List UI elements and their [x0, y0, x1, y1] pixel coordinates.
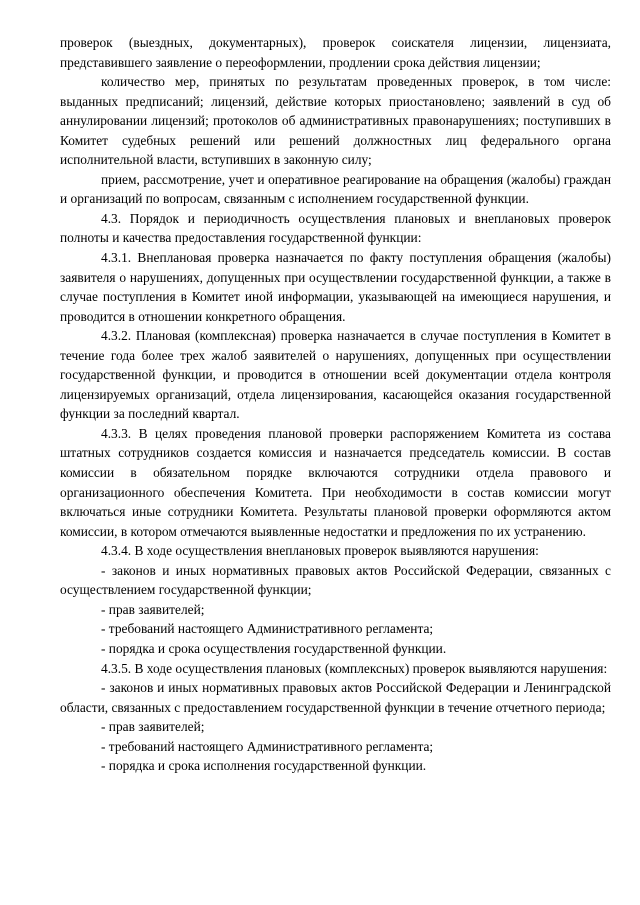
- document-page: [60, 33, 611, 776]
- section-4-3-1-paragraph: 4.3.1. Внеплановая проверка назначается по факту поступления обращения (жалобы) заявителя о нарушениях, допущенных при осуществлении государственной функции, а также в случае поступления в Комитет иной информации, указывающей на имеющиеся нарушения, и проводится в отношении конкретного обращения.: [60, 250, 611, 324]
- section-4-3-heading: 4.3. Порядок и периодичность осуществления плановых и внеплановых проверок полноты и качества предоставления государственной функции:: [60, 210, 611, 246]
- list-item: - порядка и срока исполнения государственной функции.: [101, 758, 427, 774]
- continuation-paragraph: проверок (выездных, документарных), проверок соискателя лицензии, лицензиата, представившего заявление о переоформлении, продлении срока действия лицензии;: [60, 35, 611, 70]
- measures-count-paragraph: количество мер, принятых по результатам проведенных проверок, в том числе: выданных предписаний; лицензий, действие которых приостановлено; заявлений в суд об аннулировании лицензий; протоколов об административных правонарушениях; поступивших в Комитет судебных решений или решений должностных лиц федерального органа исполнительной власти, вступивших в законную силу;: [60, 74, 611, 168]
- section-4-3-2-paragraph: 4.3.2. Плановая (комплексная) проверка назначается в случае поступления в Комитет в течение года более трех жалоб заявителей о нарушениях, допущенных при осуществлении государственной функции, и проводится в отношении всей документации отдела контроля лицензируемых организаций, отдела лицензирования, касающейся оказания государственной функции за последний квартал.: [60, 328, 611, 422]
- section-4-3-4-paragraph: 4.3.4. В ходе осуществления внеплановых проверок выявляются нарушения:: [101, 543, 539, 559]
- list-item: - законов и иных нормативных правовых актов Российской Федерации и Ленинградской области, связанных с предоставлением государственной функции в течение отчетного периода;: [60, 680, 611, 715]
- complaints-handling-paragraph: прием, рассмотрение, учет и оперативное реагирование на обращения (жалобы) граждан и организаций по вопросам, связанным с исполнением государственной функции.: [60, 171, 611, 207]
- section-4-3-5-paragraph: 4.3.5. В ходе осуществления плановых (комплексных) проверок выявляются нарушения:: [101, 660, 608, 676]
- section-4-3-3-paragraph: 4.3.3. В целях проведения плановой проверки распоряжением Комитета из состава штатных сотрудников создается комиссия и назначается председатель комиссии. В состав комиссии в обязательном порядке включаются сотрудники отдела правового и организационного обеспечения Комитета. При необходимости в состав комиссии могут включаться иные сотрудники Комитета. Результаты плановой проверки оформляются актом комиссии, в котором отмечаются выявленные недостатки и предложения по их устранению.: [60, 425, 611, 539]
- list-item: - требований настоящего Административного регламента;: [101, 738, 434, 754]
- list-item: - законов и иных нормативных правовых актов Российской Федерации, связанных с осуществлением государственной функции;: [60, 562, 611, 598]
- list-item: - прав заявителей;: [101, 719, 205, 735]
- list-item: - порядка и срока осуществления государственной функции.: [101, 640, 447, 656]
- list-item: - требований настоящего Административного регламента;: [101, 621, 434, 637]
- list-item: - прав заявителей;: [101, 601, 205, 617]
